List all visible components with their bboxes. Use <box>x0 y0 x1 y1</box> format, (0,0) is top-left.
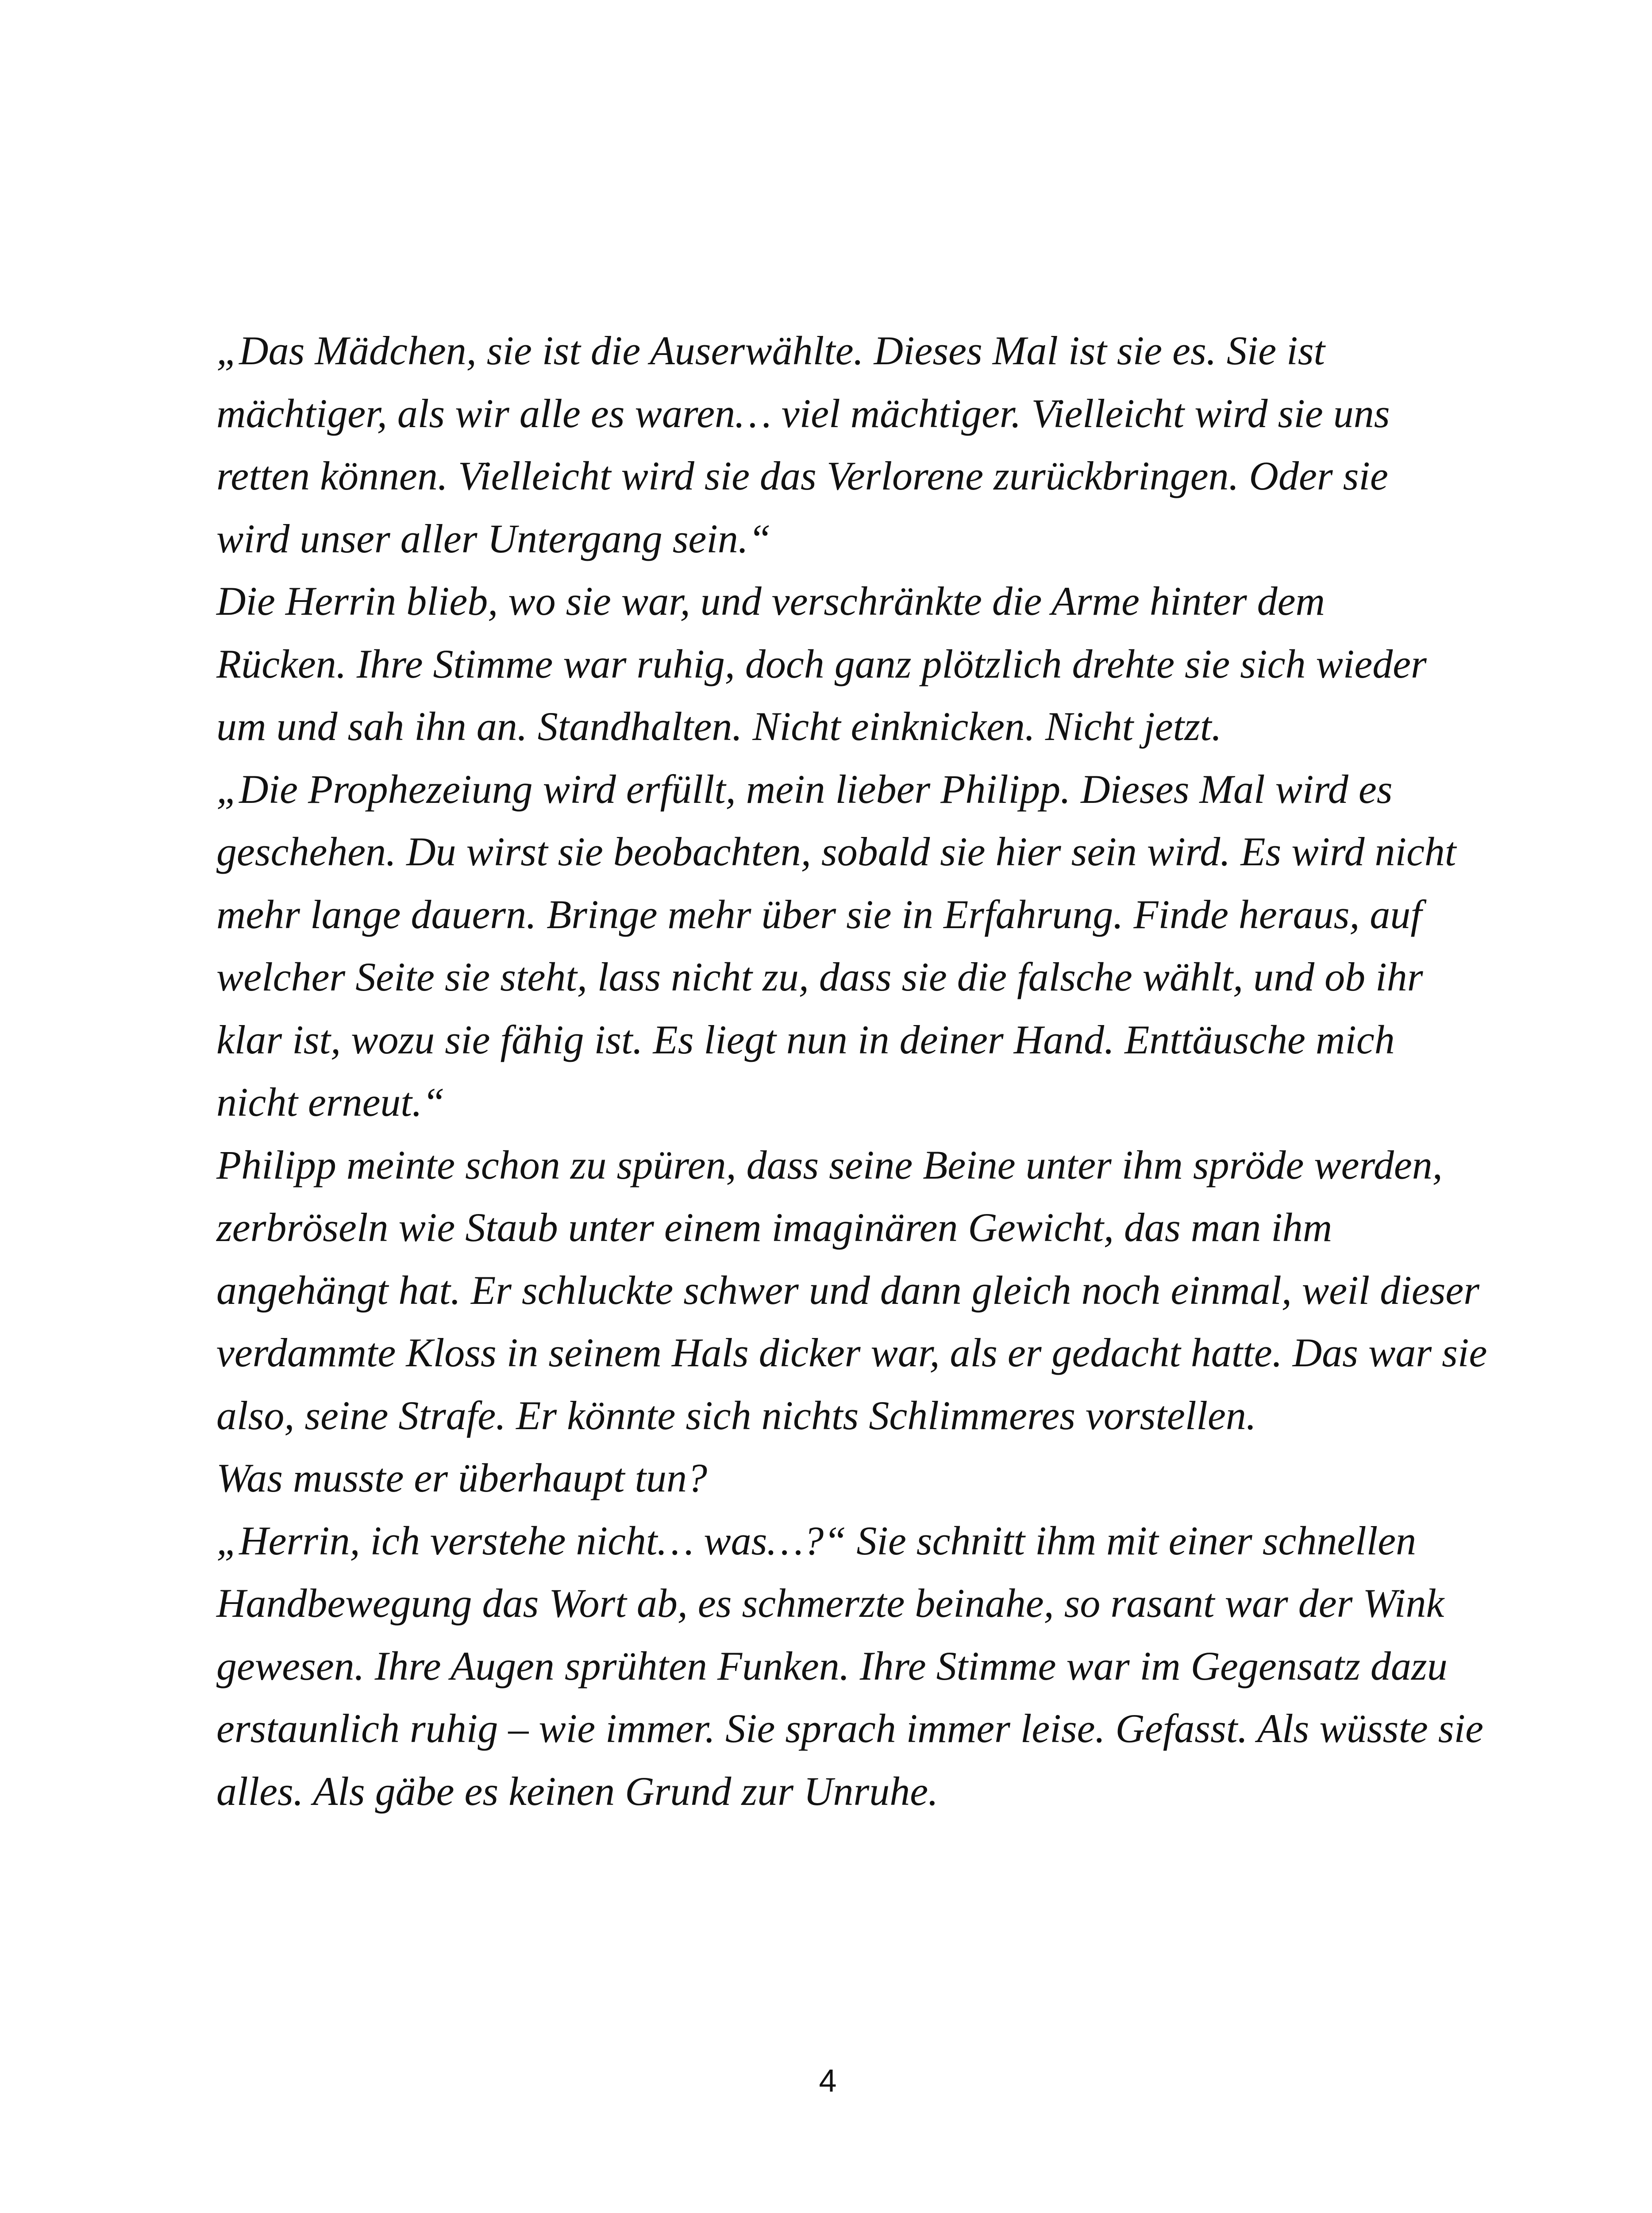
text-line: klar ist, wozu sie fähig ist. Es liegt nun in deiner Hand. Enttäusche mich <box>216 1017 1395 1062</box>
text-line: Philipp meinte schon zu spüren, dass seine Beine unter ihm spröde werden, <box>216 1142 1443 1187</box>
text-line: Handbewegung das Wort ab, es schmerzte beinahe, so rasant war der Wink <box>216 1581 1444 1626</box>
text-line: also, seine Strafe. Er könnte sich nichts Schlimmeres vorstellen. <box>216 1392 1256 1438</box>
text-line: verdammte Kloss in seinem Hals dicker war, als er gedacht hatte. Das war sie <box>216 1330 1487 1375</box>
text-line: „Die Prophezeiung wird erfüllt, mein lieber Philipp. Dieses Mal wird es <box>216 766 1393 812</box>
text-line: geschehen. Du wirst sie beobachten, sobald sie hier sein wird. Es wird nicht <box>216 829 1456 874</box>
text-line: erstaunlich ruhig – wie immer. Sie sprach immer leise. Gefasst. Als wüsste sie <box>216 1706 1483 1751</box>
text-line: mehr lange dauern. Bringe mehr über sie in Erfahrung. Finde heraus, auf <box>216 891 1422 937</box>
text-line: Rücken. Ihre Stimme war ruhig, doch ganz plötzlich drehte sie sich wieder <box>216 641 1427 686</box>
text-line: um und sah ihn an. Standhalten. Nicht einknicken. Nicht jetzt. <box>216 704 1222 749</box>
text-line: gewesen. Ihre Augen sprühten Funken. Ihre Stimme war im Gegensatz dazu <box>216 1643 1448 1689</box>
text-line: Die Herrin blieb, wo sie war, und verschränkte die Arme hinter dem <box>216 578 1325 624</box>
text-line: mächtiger, als wir alle es waren… viel mächtiger. Vielleicht wird sie uns <box>216 390 1390 436</box>
text-line: retten können. Vielleicht wird sie das Verlorene zurückbringen. Oder sie <box>216 453 1388 498</box>
text-line: nicht erneut.“ <box>216 1080 445 1125</box>
text-line: „Herrin, ich verstehe nicht… was…?“ Sie schnitt ihm mit einer schnellen <box>216 1518 1417 1563</box>
page-number: 4 <box>819 2063 837 2099</box>
text-line: angehängt hat. Er schluckte schwer und dann gleich noch einmal, weil dieser <box>216 1267 1480 1313</box>
text-line: „Das Mädchen, sie ist die Auserwählte. Dieses Mal ist sie es. Sie ist <box>216 328 1325 373</box>
text-line: alles. Als gäbe es keinen Grund zur Unruhe. <box>216 1768 939 1814</box>
body-text <box>216 320 1652 1823</box>
text-line: welcher Seite sie steht, lass nicht zu, dass sie die falsche wählt, und ob ihr <box>216 954 1423 999</box>
text-line: Was musste er überhaupt tun? <box>216 1455 708 1500</box>
text-line: zerbröseln wie Staub unter einem imaginären Gewicht, das man ihm <box>216 1205 1332 1250</box>
text-line: wird unser aller Untergang sein.“ <box>216 516 771 561</box>
